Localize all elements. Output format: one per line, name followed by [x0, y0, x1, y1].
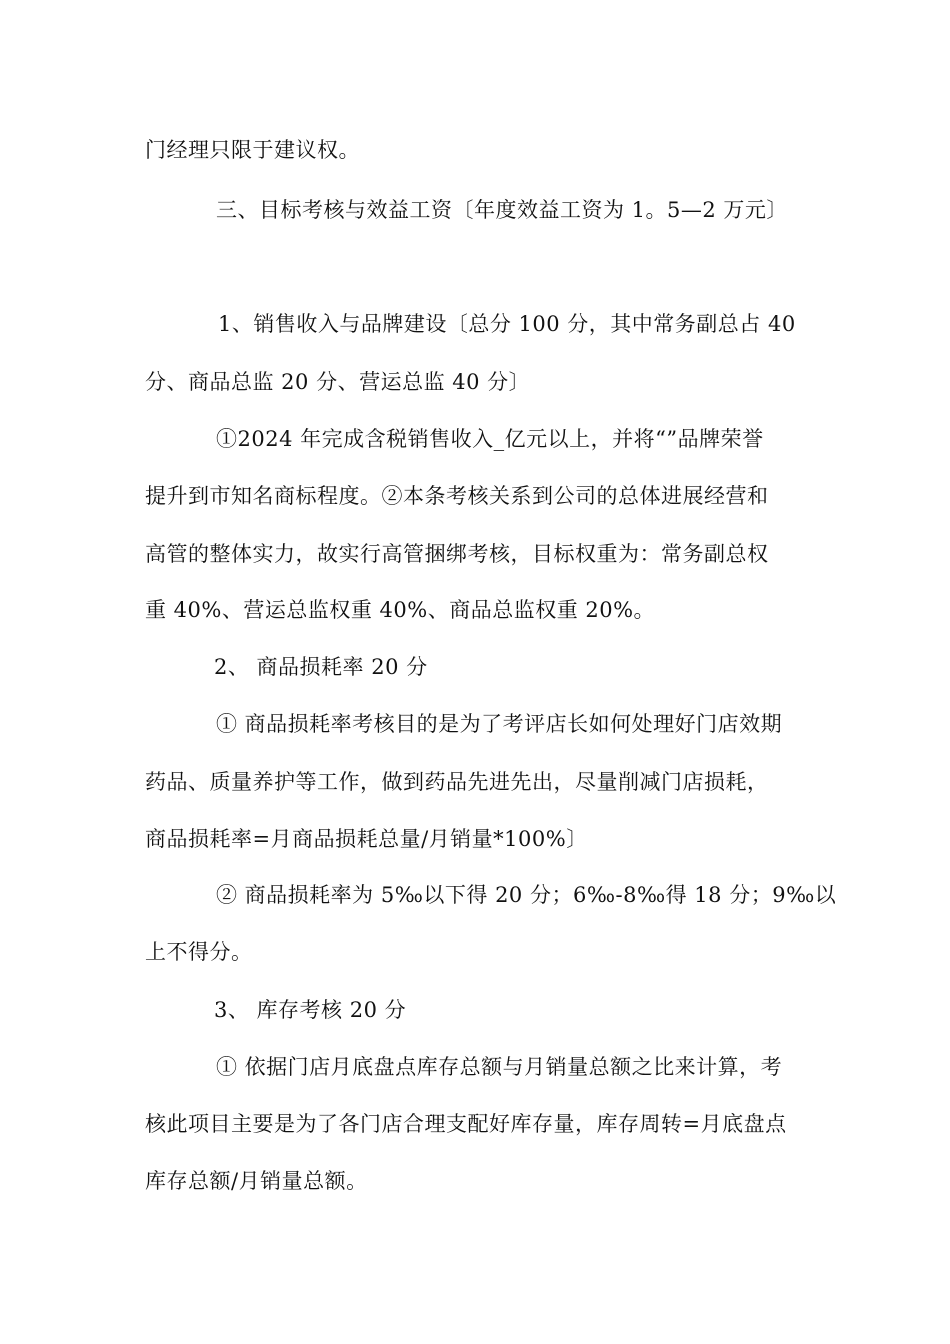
paragraph-line: 分、商品总监 20 分、营运总监 40 分〕	[145, 370, 531, 394]
paragraph-line: 上不得分。	[145, 940, 253, 964]
subsection-heading: 1、销售收入与品牌建设〔总分 100 分，其中常务副总占 40	[218, 312, 796, 336]
section-heading: 三、目标考核与效益工资〔年度效益工资为 1。5—2 万元〕	[216, 198, 788, 222]
paragraph-line: 高管的整体实力，故实行高管捆绑考核，目标权重为：常务副总权	[145, 542, 769, 566]
paragraph-line: ① 依据门店月底盘点库存总额与月销量总额之比来计算，考	[216, 1055, 783, 1079]
paragraph-line: 药品、质量养护等工作，做到药品先进先出，尽量削减门店损耗，	[145, 770, 769, 794]
paragraph-line: 库存总额/月销量总额。	[145, 1169, 368, 1193]
paragraph-line: 商品损耗率=月商品损耗总量/月销量*100%〕	[145, 827, 588, 851]
paragraph-line: 提升到市知名商标程度。②本条考核关系到公司的总体进展经营和	[145, 484, 769, 508]
subsection-heading: 2、 商品损耗率 20 分	[214, 655, 428, 679]
paragraph-line: 核此项目主要是为了各门店合理支配好库存量，库存周转=月底盘点	[145, 1112, 787, 1136]
paragraph-line: ①2024 年完成含税销售收入_亿元以上，并将“”品牌荣誉	[216, 427, 764, 451]
paragraph-line: 门经理只限于建议权。	[145, 138, 360, 162]
paragraph-line: ② 商品损耗率为 5‰以下得 20 分；6‰-8‰得 18 分；9‰以	[216, 883, 837, 907]
subsection-heading: 3、 库存考核 20 分	[214, 998, 407, 1022]
paragraph-line: 重 40%、营运总监权重 40%、商品总监权重 20%。	[145, 598, 656, 622]
paragraph-line: ① 商品损耗率考核目的是为了考评店长如何处理好门店效期	[216, 712, 783, 736]
